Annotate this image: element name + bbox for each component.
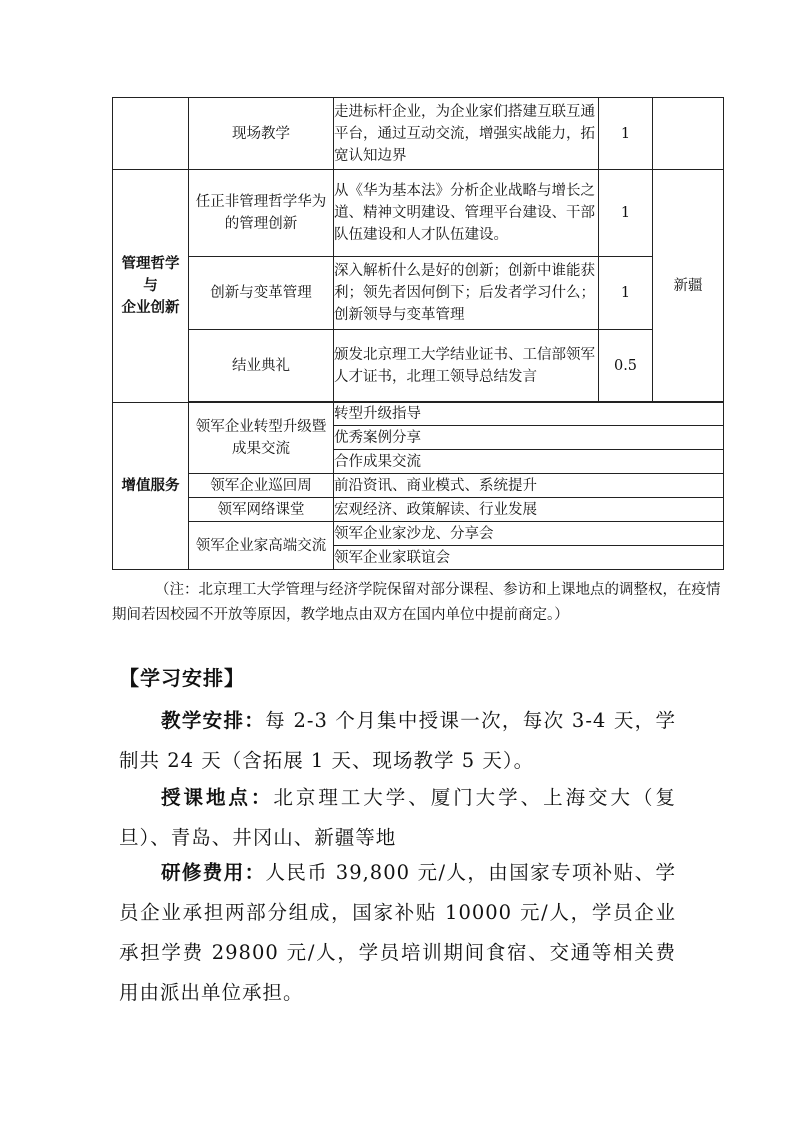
service-item-cell: 领军企业巡回周 bbox=[189, 474, 334, 498]
table-row bbox=[113, 257, 724, 330]
paragraph-label: 教学安排： bbox=[161, 709, 266, 732]
table-row bbox=[113, 522, 724, 546]
table-row bbox=[113, 474, 724, 498]
location-cell: 新疆 bbox=[653, 170, 724, 402]
service-item-cell: 领军网络课堂 bbox=[189, 498, 334, 522]
paragraph-text: 每 2-3 个月集中授课一次，每次 3-4 天，学制共 24 天（含拓展 1 天、现场教学 5 天）。 bbox=[119, 709, 676, 772]
table-row bbox=[113, 98, 724, 170]
service-item-cell: 领军企业转型升级暨成果交流 bbox=[189, 403, 334, 474]
service-item-cell: 领军企业家高端交流 bbox=[189, 522, 334, 570]
course-hours-cell: 1 bbox=[599, 170, 653, 257]
service-detail-cell: 领军企业家沙龙、分享会 bbox=[334, 522, 724, 546]
course-hours-cell: 1 bbox=[599, 257, 653, 330]
course-desc-cell: 走进标杆企业，为企业家们搭建互联互通平台，通过互动交流，增强实战能力，拓宽认知边界 bbox=[334, 98, 599, 170]
paragraph-label: 研修费用： bbox=[161, 861, 266, 884]
course-schedule-table bbox=[112, 97, 724, 570]
service-detail-cell: 宏观经济、政策解读、行业发展 bbox=[334, 498, 724, 522]
service-detail-cell: 领军企业家联谊会 bbox=[334, 546, 724, 570]
table-row bbox=[113, 403, 724, 426]
paragraph-schedule bbox=[119, 701, 676, 781]
category-line: 与 bbox=[143, 278, 158, 294]
course-name-cell: 现场教学 bbox=[189, 98, 334, 170]
category-cell-empty bbox=[113, 98, 189, 170]
service-detail-cell: 前沿资讯、商业模式、系统提升 bbox=[334, 474, 724, 498]
category-line: 管理哲学 bbox=[121, 256, 180, 272]
service-detail-cell: 合作成果交流 bbox=[334, 450, 724, 474]
location-cell-empty bbox=[653, 98, 724, 170]
service-detail-cell: 优秀案例分享 bbox=[334, 426, 724, 450]
course-name-cell: 任正非管理哲学华为的管理创新 bbox=[189, 170, 334, 257]
table-row bbox=[113, 330, 724, 402]
paragraph-location bbox=[119, 778, 676, 858]
paragraph-text: 人民币 39,800 元/人，由国家专项补贴、学员企业承担两部分组成，国家补贴 10000 元/人，学员企业承担学费 29800 元/人，学员培训期间食宿、交通等相关费用由派出单位承担。 bbox=[119, 861, 676, 1004]
course-hours-cell: 0.5 bbox=[599, 330, 653, 402]
table-row bbox=[113, 170, 724, 257]
paragraph-text: 北京理工大学、厦门大学、上海交大（复旦）、青岛、井冈山、新疆等地 bbox=[119, 786, 676, 849]
service-detail-cell: 转型升级指导 bbox=[334, 403, 724, 426]
course-hours-cell: 1 bbox=[599, 98, 653, 170]
category-line: 企业创新 bbox=[121, 300, 180, 316]
table-footnote: （注：北京理工大学管理与经济学院保留对部分课程、参访和上课地点的调整权，在疫情期间若因校园不开放等原因，教学地点由双方在国内单位中提前商定。） bbox=[112, 582, 721, 623]
paragraph-fees bbox=[119, 853, 676, 1013]
paragraph-label: 授课地点： bbox=[161, 786, 274, 809]
course-desc-cell: 从《华为基本法》分析企业战略与增长之道、精神文明建设、管理平台建设、干部队伍建设和人才队伍建设。 bbox=[334, 170, 599, 257]
category-cell-management bbox=[113, 170, 189, 403]
course-desc-cell: 颁发北京理工大学结业证书、工信部领军人才证书，北理工领导总结发言 bbox=[334, 330, 599, 402]
table-row bbox=[113, 498, 724, 522]
course-name-cell: 结业典礼 bbox=[189, 330, 334, 402]
course-name-cell: 创新与变革管理 bbox=[189, 257, 334, 330]
section-title: 【学习安排】 bbox=[119, 666, 245, 690]
category-cell-value-services: 增值服务 bbox=[113, 403, 189, 570]
course-desc-cell: 深入解析什么是好的创新；创新中谁能获利；领先者因何倒下；后发者学习什么；创新领导与变革管理 bbox=[334, 257, 599, 330]
